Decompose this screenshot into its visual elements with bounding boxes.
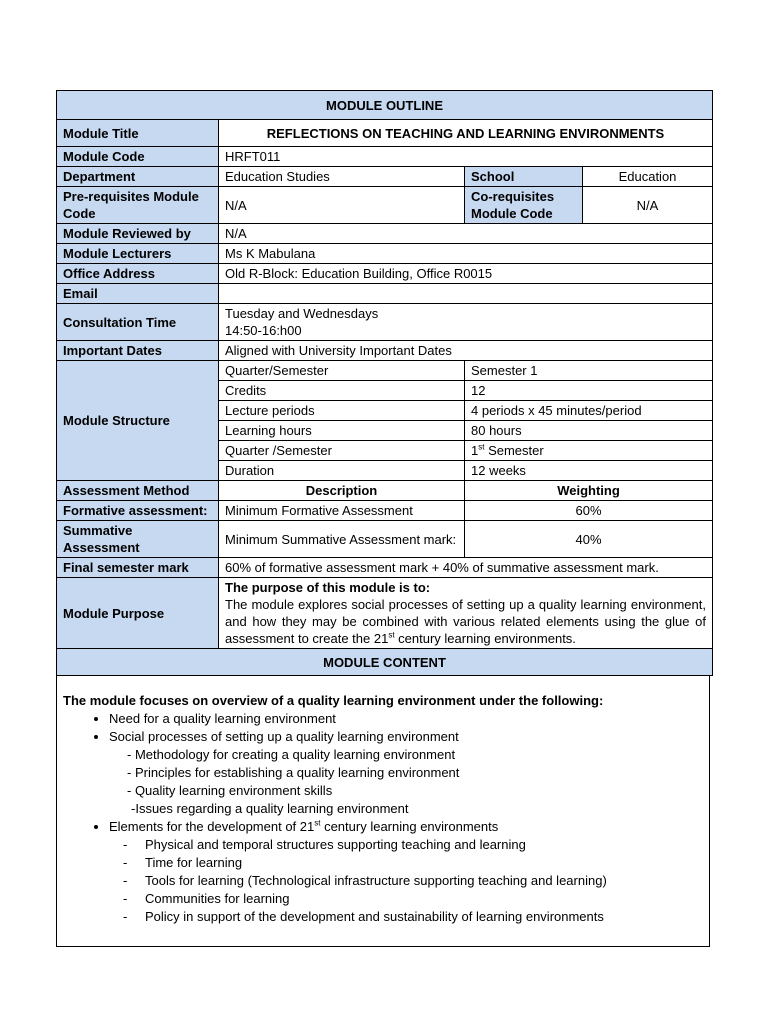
reviewed-by-label: Module Reviewed by xyxy=(57,224,219,244)
structure-key: Learning hours xyxy=(219,421,465,441)
dash-item xyxy=(57,890,709,908)
list-item xyxy=(109,818,709,836)
structure-key: Quarter/Semester xyxy=(219,361,465,381)
summative-weighting: 40% xyxy=(465,521,713,558)
assessment-method-label: Assessment Method xyxy=(57,481,219,501)
list-item-text-end: century learning environments xyxy=(320,819,499,834)
module-outline-table xyxy=(56,90,713,676)
document-title: MODULE OUTLINE xyxy=(57,91,713,120)
dash-mark: - xyxy=(123,909,128,924)
purpose-text-main: The module explores social processes of setting up a quality learning environment, and how they may be combined with various related elements using the glue of assessment to create the 21 xyxy=(225,597,706,646)
list-item-text: Elements for the development of 21 xyxy=(109,819,315,834)
structure-key: Credits xyxy=(219,381,465,401)
dash-item xyxy=(57,854,709,872)
dash-mark: - xyxy=(123,891,128,906)
lecturers-value: Ms K Mabulana xyxy=(219,244,713,264)
lecturers-label: Module Lecturers xyxy=(57,244,219,264)
module-purpose-label: Module Purpose xyxy=(57,578,219,649)
structure-value: Semester 1 xyxy=(465,361,713,381)
list-item-text: Social processes of setting up a quality learning environment xyxy=(109,729,459,744)
final-mark-value: 60% of formative assessment mark + 40% of summative assessment mark. xyxy=(219,558,713,578)
dash-item-text: Tools for learning (Technological infrastructure supporting teaching and learning) xyxy=(145,873,607,888)
content-lead: The module focuses on overview of a quality learning environment under the following: xyxy=(63,693,604,708)
structure-key: Quarter /Semester xyxy=(219,441,465,461)
semester-word: Semester xyxy=(484,443,544,458)
dash-item xyxy=(57,908,709,926)
office-address-value: Old R-Block: Education Building, Office R0015 xyxy=(219,264,713,284)
department-value: Education Studies xyxy=(219,167,465,187)
consultation-time-value xyxy=(219,304,713,341)
prerequisites-label: Pre-requisites Module Code xyxy=(57,187,219,224)
department-label: Department xyxy=(57,167,219,187)
dash-item-text: Time for learning xyxy=(145,855,243,870)
summative-description: Minimum Summative Assessment mark: xyxy=(219,521,465,558)
important-dates-value: Aligned with University Important Dates xyxy=(219,341,713,361)
summative-label: Summative Assessment xyxy=(57,521,219,558)
dash-item xyxy=(57,872,709,890)
purpose-text xyxy=(225,596,706,647)
prerequisites-value: N/A xyxy=(219,187,465,224)
semester-number: 1 xyxy=(471,443,479,458)
list-item-sup: st xyxy=(314,818,321,828)
description-header: Description xyxy=(219,481,465,501)
formative-label: Formative assessment: xyxy=(57,501,219,521)
structure-value: 80 hours xyxy=(465,421,713,441)
email-label: Email xyxy=(57,284,219,304)
email-value xyxy=(219,284,713,304)
module-outline-document xyxy=(56,90,713,947)
dash-item-text: Communities for learning xyxy=(145,891,290,906)
module-content-body xyxy=(56,676,710,947)
content-bullet-list xyxy=(57,710,709,746)
module-code-label: Module Code xyxy=(57,147,219,167)
consultation-time-label: Consultation Time xyxy=(57,304,219,341)
structure-key: Duration xyxy=(219,461,465,481)
important-dates-label: Important Dates xyxy=(57,341,219,361)
dash-mark: - xyxy=(123,837,128,852)
corequisites-label: Co-requisites Module Code xyxy=(465,187,583,224)
office-address-label: Office Address xyxy=(57,264,219,284)
module-content-header: MODULE CONTENT xyxy=(57,649,713,676)
module-structure-label: Module Structure xyxy=(57,361,219,481)
corequisites-value: N/A xyxy=(583,187,713,224)
sub-item: - Principles for establishing a quality learning environment xyxy=(127,765,460,780)
weighting-header: Weighting xyxy=(465,481,713,501)
dash-mark: - xyxy=(123,855,128,870)
module-code-value: HRFT011 xyxy=(219,147,713,167)
sub-item: -Issues regarding a quality learning environment xyxy=(131,801,409,816)
structure-value: 12 weeks xyxy=(465,461,713,481)
formative-description: Minimum Formative Assessment xyxy=(219,501,465,521)
list-item xyxy=(109,728,709,746)
formative-weighting: 60% xyxy=(465,501,713,521)
sub-item: - Quality learning environment skills xyxy=(127,783,333,798)
reviewed-by-value: N/A xyxy=(219,224,713,244)
semester-suffix: st xyxy=(478,442,485,452)
sub-item: - Methodology for creating a quality learning environment xyxy=(127,747,456,762)
purpose-text-end: century learning environments. xyxy=(394,631,576,646)
module-purpose-value xyxy=(219,578,713,649)
purpose-heading: The purpose of this module is to: xyxy=(225,580,431,595)
module-title-value: REFLECTIONS ON TEACHING AND LEARNING ENVIRONMENTS xyxy=(219,120,713,147)
list-item: • Need for a quality learning environment xyxy=(109,710,709,728)
consultation-hours: 14:50-16:h00 xyxy=(225,323,302,338)
dash-item-text: Policy in support of the development and sustainability of learning environments xyxy=(145,909,604,924)
dash-mark: - xyxy=(123,873,128,888)
dash-list xyxy=(57,836,709,926)
consultation-days: Tuesday and Wednesdays xyxy=(225,306,379,321)
purpose-sup: st xyxy=(388,630,395,640)
school-value: Education xyxy=(583,167,713,187)
structure-key: Lecture periods xyxy=(219,401,465,421)
module-title-label: Module Title xyxy=(57,120,219,147)
structure-value: 4 periods x 45 minutes/period xyxy=(465,401,713,421)
structure-value: 12 xyxy=(465,381,713,401)
dash-item-text: Physical and temporal structures supporting teaching and learning xyxy=(145,837,526,852)
content-bullet-list-2 xyxy=(57,818,709,836)
final-mark-label: Final semester mark xyxy=(57,558,219,578)
structure-value xyxy=(465,441,713,461)
school-label: School xyxy=(465,167,583,187)
dash-item xyxy=(57,836,709,854)
